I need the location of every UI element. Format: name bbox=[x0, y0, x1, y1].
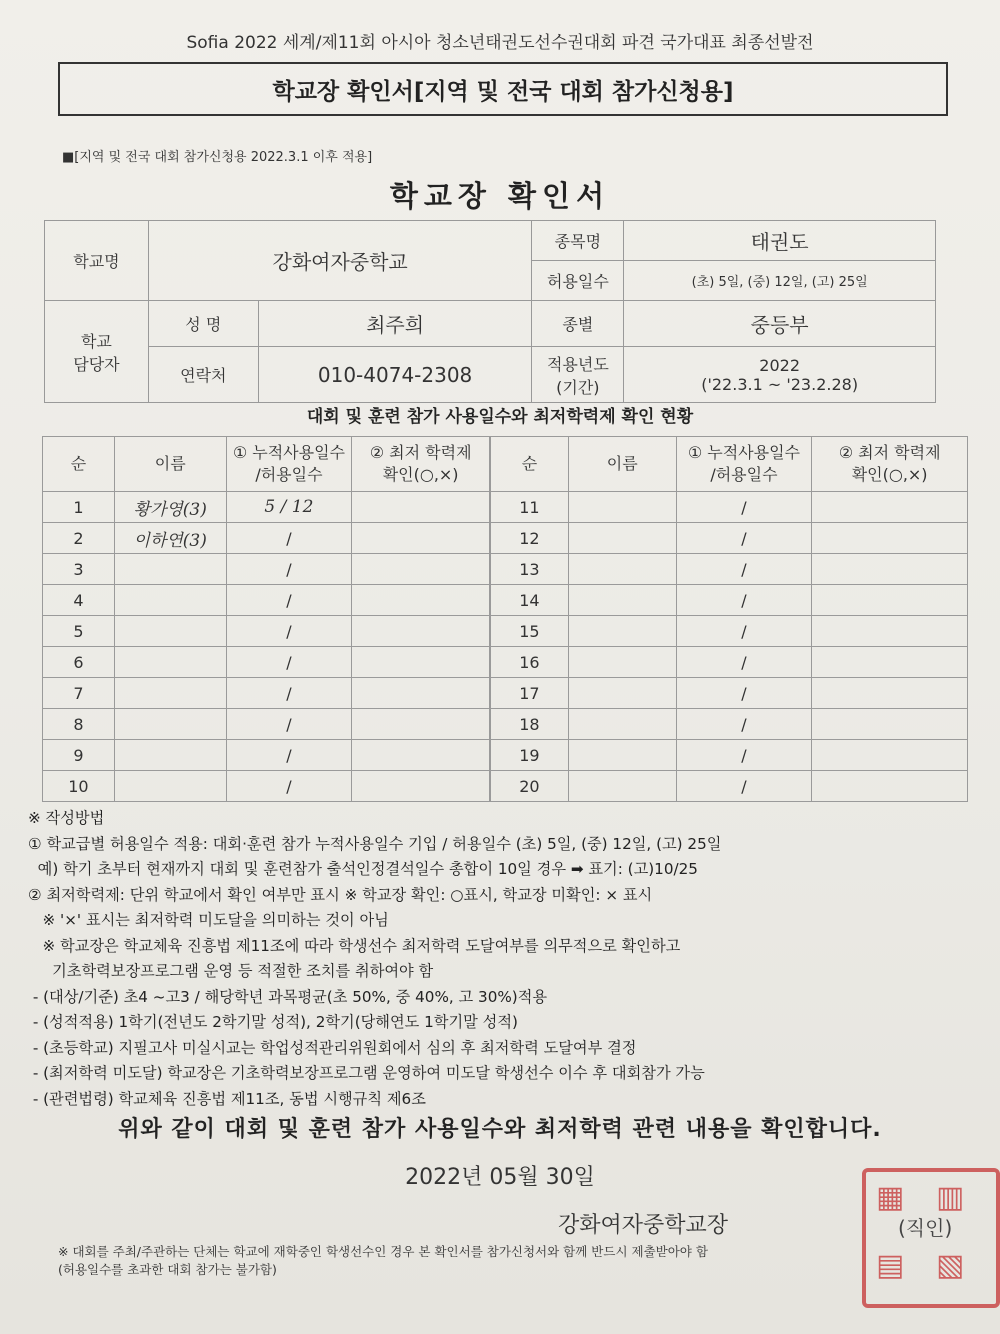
seal-glyph-icon: ▤ bbox=[876, 1248, 905, 1283]
row-number: 9 bbox=[43, 740, 115, 771]
row-check bbox=[812, 647, 968, 678]
contact-label-line-1: 학교 bbox=[80, 331, 112, 351]
row-name bbox=[568, 492, 676, 523]
col-name-header: 이름 bbox=[114, 437, 226, 492]
event-line: Sofia 2022 세계/제11회 아시아 청소년태권도선수권대회 파견 국가대표 최종선발전 bbox=[186, 33, 814, 53]
days-label: 허용일수 bbox=[532, 261, 624, 301]
col-min-line-2: 확인(○,×) bbox=[851, 465, 928, 484]
row-check bbox=[812, 554, 968, 585]
row-check bbox=[352, 554, 490, 585]
table-row bbox=[43, 554, 490, 585]
seal-glyph-icon: ▥ bbox=[936, 1180, 965, 1215]
row-check bbox=[352, 771, 490, 802]
col-days-line-1: ① 누적사용일수 bbox=[232, 443, 345, 462]
instruction-line: - (최저학력 미도달) 학교장은 기초학력보장프로그램 운영하여 미도달 학생선수 이수 후 대회참가 가능 bbox=[28, 1064, 705, 1082]
year-label-line-1: 적용년도 bbox=[546, 354, 609, 374]
table-row bbox=[491, 585, 968, 616]
footnote-line-2: (허용일수를 초과한 대회 참가는 불가함) bbox=[58, 1262, 277, 1277]
event-value: 태권도 bbox=[624, 221, 936, 261]
col-min-line-1: ② 최저 학력제 bbox=[838, 443, 941, 462]
row-check bbox=[352, 523, 490, 554]
instruction-line: ※ 학교장은 학교체육 진흥법 제11조에 따라 학생선수 최저학력 도달여부를 의무적으로 확인하고 bbox=[28, 936, 681, 955]
row-days: / bbox=[226, 709, 352, 740]
row-number: 15 bbox=[491, 616, 569, 647]
row-name bbox=[568, 740, 676, 771]
row-check bbox=[812, 585, 968, 616]
row-check bbox=[352, 740, 490, 771]
table-row bbox=[43, 523, 490, 554]
table-row bbox=[491, 492, 968, 523]
table-row bbox=[43, 492, 490, 523]
row-name bbox=[568, 585, 676, 616]
row-days: / bbox=[226, 678, 352, 709]
table-row bbox=[491, 647, 968, 678]
row-check bbox=[812, 709, 968, 740]
row-name bbox=[114, 771, 226, 802]
contact-label bbox=[45, 301, 149, 403]
row-check bbox=[352, 709, 490, 740]
row-days: / bbox=[226, 647, 352, 678]
row-days: / bbox=[226, 740, 352, 771]
roster-table-left bbox=[42, 436, 490, 802]
seal-glyph-icon: ▧ bbox=[936, 1248, 965, 1283]
instruction-line: ※ '×' 표시는 최저학력 미도달을 의미하는 것이 아님 bbox=[28, 911, 389, 929]
row-check bbox=[812, 492, 968, 523]
row-days: / bbox=[676, 585, 812, 616]
instruction-line: - (관련법령) 학교체육 진흥법 제11조, 동법 시행규칙 제6조 bbox=[28, 1089, 426, 1108]
col-min-line-2: 확인(○,×) bbox=[382, 465, 459, 484]
confirmation-statement: 위와 같이 대회 및 훈련 참가 사용일수와 최저학력 관련 내용을 확인합니다. bbox=[118, 1117, 882, 1142]
table-row bbox=[43, 616, 490, 647]
phone-label: 연락처 bbox=[148, 347, 258, 403]
row-number: 11 bbox=[491, 492, 569, 523]
col-days-header bbox=[226, 437, 352, 492]
col-min-header bbox=[812, 437, 968, 492]
row-days: / bbox=[676, 554, 812, 585]
col-days-line-2: /허용일수 bbox=[710, 465, 778, 484]
row-days: / bbox=[226, 585, 352, 616]
row-number: 13 bbox=[491, 554, 569, 585]
row-check bbox=[352, 585, 490, 616]
title-box: 학교장 확인서[지역 및 전국 대회 참가신청용] bbox=[58, 62, 948, 116]
year-value-line-1: 2022 bbox=[759, 355, 801, 375]
row-name bbox=[114, 616, 226, 647]
row-days: / bbox=[226, 616, 352, 647]
row-name bbox=[114, 647, 226, 678]
table-row bbox=[43, 740, 490, 771]
seal-label: (직인) bbox=[898, 1216, 953, 1240]
table-row bbox=[491, 554, 968, 585]
table-row bbox=[43, 585, 490, 616]
row-days: / bbox=[676, 492, 812, 523]
notice-line: ■[지역 및 전국 대회 참가신청용 2022.3.1 이후 적용] bbox=[62, 150, 373, 165]
row-name bbox=[114, 585, 226, 616]
row-name bbox=[568, 616, 676, 647]
col-days-line-1: ① 누적사용일수 bbox=[687, 443, 801, 462]
table-row bbox=[43, 771, 490, 802]
row-days: / bbox=[676, 709, 812, 740]
year-label bbox=[532, 347, 624, 403]
row-days: / bbox=[676, 647, 812, 678]
row-name bbox=[568, 709, 676, 740]
row-name bbox=[114, 554, 226, 585]
table-row bbox=[491, 740, 968, 771]
contact-label-line-2: 담당자 bbox=[73, 354, 120, 374]
col-no-header: 순 bbox=[43, 437, 115, 492]
table-row bbox=[491, 523, 968, 554]
issue-date: 2022년 05월 30일 bbox=[405, 1165, 595, 1190]
table-row bbox=[491, 616, 968, 647]
roster-heading: 대회 및 훈련 참가 사용일수와 최저학력제 확인 현황 bbox=[306, 407, 694, 427]
table-row bbox=[491, 678, 968, 709]
instruction-line: - (대상/기준) 초4 ~고3 / 해당학년 과목평균(초 50%, 중 40%, 고 30%)적용 bbox=[28, 987, 548, 1006]
row-days: / bbox=[676, 523, 812, 554]
col-min-header bbox=[352, 437, 490, 492]
row-name bbox=[568, 771, 676, 802]
table-row bbox=[43, 647, 490, 678]
instruction-line: 기초학력보장프로그램 운영 등 적절한 조치를 취하여야 함 bbox=[28, 962, 434, 980]
row-name bbox=[114, 740, 226, 771]
row-number: 20 bbox=[491, 771, 569, 802]
row-number: 8 bbox=[43, 709, 115, 740]
row-check bbox=[352, 616, 490, 647]
year-value bbox=[624, 347, 936, 403]
col-no-header: 순 bbox=[491, 437, 569, 492]
row-number: 2 bbox=[43, 523, 115, 554]
instruction-line: 예) 학기 초부터 현재까지 대회 및 훈련참가 출석인정결석일수 총합이 10일 경우 ➡ 표기: (고)10/25 bbox=[28, 860, 698, 878]
division-label: 종별 bbox=[532, 301, 624, 347]
row-name: 이하연(3) bbox=[114, 523, 226, 554]
row-check bbox=[352, 678, 490, 709]
table-row bbox=[43, 709, 490, 740]
row-days: / bbox=[676, 740, 812, 771]
row-check bbox=[812, 616, 968, 647]
row-name bbox=[568, 678, 676, 709]
row-check bbox=[352, 647, 490, 678]
footnote-line-1: ※ 대회를 주최/주관하는 단체는 학교에 재학중인 학생선수인 경우 본 확인서를 참가신청서와 함께 반드시 제출받아야 함 bbox=[58, 1244, 708, 1259]
roster-table-right bbox=[490, 436, 968, 802]
row-name bbox=[114, 709, 226, 740]
row-number: 17 bbox=[491, 678, 569, 709]
col-days-header bbox=[676, 437, 812, 492]
table-row bbox=[43, 678, 490, 709]
col-days-line-2: /허용일수 bbox=[255, 465, 323, 484]
table-row bbox=[491, 709, 968, 740]
row-check bbox=[812, 523, 968, 554]
event-label: 종목명 bbox=[532, 221, 624, 261]
row-number: 14 bbox=[491, 585, 569, 616]
row-days: / bbox=[676, 616, 812, 647]
days-value: (초) 5일, (중) 12일, (고) 25일 bbox=[624, 261, 936, 301]
principal-name: 강화여자중학교장 bbox=[558, 1213, 729, 1238]
row-check bbox=[352, 492, 490, 523]
row-number: 10 bbox=[43, 771, 115, 802]
row-number: 1 bbox=[43, 492, 115, 523]
instruction-line: ① 학교급별 허용일수 적용: 대회·훈련 참가 누적사용일수 기입 / 허용일수 (초) 5일, (중) 12일, (고) 25일 bbox=[28, 834, 722, 853]
row-number: 4 bbox=[43, 585, 115, 616]
row-name bbox=[568, 523, 676, 554]
row-days: 5 / 12 bbox=[226, 492, 352, 523]
col-name-header: 이름 bbox=[568, 437, 676, 492]
table-row bbox=[491, 771, 968, 802]
division-value: 중등부 bbox=[624, 301, 936, 347]
row-name: 황가영(3) bbox=[114, 492, 226, 523]
row-days: / bbox=[226, 771, 352, 802]
row-check bbox=[812, 678, 968, 709]
footnote bbox=[58, 1243, 958, 1279]
year-value-line-2: ('22.3.1 ~ '23.2.28) bbox=[701, 374, 859, 394]
row-days: / bbox=[226, 523, 352, 554]
row-check bbox=[812, 771, 968, 802]
name-label: 성 명 bbox=[148, 301, 258, 347]
row-number: 19 bbox=[491, 740, 569, 771]
row-name bbox=[114, 678, 226, 709]
school-label: 학교명 bbox=[45, 221, 149, 301]
row-name bbox=[568, 554, 676, 585]
row-number: 7 bbox=[43, 678, 115, 709]
instruction-line: ※ 작성방법 bbox=[28, 809, 105, 827]
row-days: / bbox=[226, 554, 352, 585]
col-min-line-1: ② 최저 학력제 bbox=[369, 443, 472, 462]
school-name: 강화여자중학교 bbox=[148, 221, 532, 301]
row-number: 3 bbox=[43, 554, 115, 585]
row-days: / bbox=[676, 678, 812, 709]
row-number: 6 bbox=[43, 647, 115, 678]
phone-value: 010-4074-2308 bbox=[258, 347, 532, 403]
row-number: 16 bbox=[491, 647, 569, 678]
instructions bbox=[28, 806, 978, 1112]
seal-glyph-icon: ▦ bbox=[876, 1180, 905, 1215]
year-label-line-2: (기간) bbox=[556, 377, 600, 397]
instruction-line: ② 최저학력제: 단위 학교에서 확인 여부만 표시 ※ 학교장 확인: ○표시, 학교장 미확인: × 표시 bbox=[28, 885, 653, 904]
info-table bbox=[44, 220, 936, 403]
row-check bbox=[812, 740, 968, 771]
row-number: 18 bbox=[491, 709, 569, 740]
instruction-line: - (초등학교) 지필고사 미실시교는 학업성적관리위원회에서 심의 후 최저학력 도달여부 결정 bbox=[28, 1038, 637, 1057]
row-name bbox=[568, 647, 676, 678]
document-title: 학교장 확인서 bbox=[389, 179, 611, 213]
row-days: / bbox=[676, 771, 812, 802]
name-value: 최주희 bbox=[258, 301, 532, 347]
row-number: 5 bbox=[43, 616, 115, 647]
instruction-line: - (성적적용) 1학기(전년도 2학기말 성적), 2학기(당해연도 1학기말 성적) bbox=[28, 1013, 518, 1031]
row-number: 12 bbox=[491, 523, 569, 554]
